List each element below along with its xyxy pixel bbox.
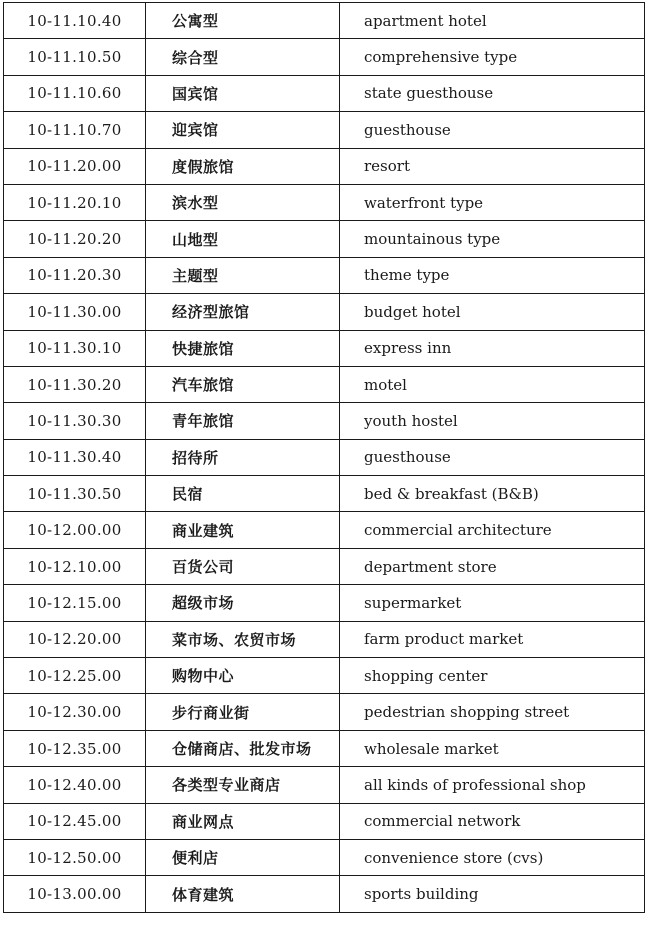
table-row bbox=[4, 476, 645, 512]
term-code: 10-12.15.00 bbox=[4, 585, 146, 621]
term-english: guesthouse bbox=[340, 439, 645, 475]
term-english: convenience store (cvs) bbox=[340, 839, 645, 875]
table-row bbox=[4, 621, 645, 657]
table-row bbox=[4, 839, 645, 875]
terms-table-body bbox=[4, 3, 645, 913]
term-code: 10-12.35.00 bbox=[4, 730, 146, 766]
table-row bbox=[4, 148, 645, 184]
term-chinese: 商业网点 bbox=[146, 803, 340, 839]
term-chinese: 招待所 bbox=[146, 439, 340, 475]
term-english: shopping center bbox=[340, 658, 645, 694]
term-english: all kinds of professional shop bbox=[340, 767, 645, 803]
term-code: 10-11.30.10 bbox=[4, 330, 146, 366]
term-chinese: 步行商业街 bbox=[146, 694, 340, 730]
term-chinese: 便利店 bbox=[146, 839, 340, 875]
table-row bbox=[4, 876, 645, 912]
term-english: bed & breakfast (B&B) bbox=[340, 476, 645, 512]
term-code: 10-11.10.50 bbox=[4, 39, 146, 75]
term-english: state guesthouse bbox=[340, 75, 645, 111]
term-code: 10-11.20.30 bbox=[4, 257, 146, 293]
term-english: budget hotel bbox=[340, 294, 645, 330]
term-code: 10-11.20.20 bbox=[4, 221, 146, 257]
table-row bbox=[4, 330, 645, 366]
table-row bbox=[4, 112, 645, 148]
term-code: 10-11.10.60 bbox=[4, 75, 146, 111]
term-english: motel bbox=[340, 366, 645, 402]
term-chinese: 各类型专业商店 bbox=[146, 767, 340, 803]
term-english: supermarket bbox=[340, 585, 645, 621]
term-chinese: 超级市场 bbox=[146, 585, 340, 621]
term-chinese: 菜市场、农贸市场 bbox=[146, 621, 340, 657]
term-code: 10-11.30.30 bbox=[4, 403, 146, 439]
term-chinese: 民宿 bbox=[146, 476, 340, 512]
term-english: farm product market bbox=[340, 621, 645, 657]
term-english: theme type bbox=[340, 257, 645, 293]
term-english: commercial network bbox=[340, 803, 645, 839]
term-chinese: 综合型 bbox=[146, 39, 340, 75]
term-english: department store bbox=[340, 548, 645, 584]
term-chinese: 公寓型 bbox=[146, 3, 340, 39]
terms-table bbox=[3, 2, 645, 913]
term-chinese: 青年旅馆 bbox=[146, 403, 340, 439]
table-row bbox=[4, 803, 645, 839]
term-code: 10-12.45.00 bbox=[4, 803, 146, 839]
term-code: 10-12.20.00 bbox=[4, 621, 146, 657]
term-chinese: 快捷旅馆 bbox=[146, 330, 340, 366]
table-row bbox=[4, 585, 645, 621]
table-row bbox=[4, 694, 645, 730]
table-row bbox=[4, 257, 645, 293]
term-code: 10-11.30.00 bbox=[4, 294, 146, 330]
term-code: 10-11.10.40 bbox=[4, 3, 146, 39]
term-chinese: 滨水型 bbox=[146, 184, 340, 220]
table-row bbox=[4, 403, 645, 439]
table-row bbox=[4, 548, 645, 584]
term-english: youth hostel bbox=[340, 403, 645, 439]
table-row bbox=[4, 730, 645, 766]
term-code: 10-12.40.00 bbox=[4, 767, 146, 803]
term-code: 10-11.30.20 bbox=[4, 366, 146, 402]
term-chinese: 山地型 bbox=[146, 221, 340, 257]
term-code: 10-12.50.00 bbox=[4, 839, 146, 875]
term-chinese: 迎宾馆 bbox=[146, 112, 340, 148]
term-code: 10-12.30.00 bbox=[4, 694, 146, 730]
table-row bbox=[4, 767, 645, 803]
term-code: 10-11.10.70 bbox=[4, 112, 146, 148]
term-code: 10-12.10.00 bbox=[4, 548, 146, 584]
term-chinese: 商业建筑 bbox=[146, 512, 340, 548]
term-english: guesthouse bbox=[340, 112, 645, 148]
term-chinese: 国宾馆 bbox=[146, 75, 340, 111]
table-row bbox=[4, 39, 645, 75]
term-chinese: 体育建筑 bbox=[146, 876, 340, 912]
term-code: 10-13.00.00 bbox=[4, 876, 146, 912]
term-chinese: 度假旅馆 bbox=[146, 148, 340, 184]
term-code: 10-12.00.00 bbox=[4, 512, 146, 548]
term-english: waterfront type bbox=[340, 184, 645, 220]
term-chinese: 主题型 bbox=[146, 257, 340, 293]
term-chinese: 百货公司 bbox=[146, 548, 340, 584]
term-english: sports building bbox=[340, 876, 645, 912]
term-code: 10-12.25.00 bbox=[4, 658, 146, 694]
table-row bbox=[4, 3, 645, 39]
term-chinese: 汽车旅馆 bbox=[146, 366, 340, 402]
term-code: 10-11.30.50 bbox=[4, 476, 146, 512]
term-code: 10-11.20.00 bbox=[4, 148, 146, 184]
term-chinese: 仓储商店、批发市场 bbox=[146, 730, 340, 766]
term-english: apartment hotel bbox=[340, 3, 645, 39]
term-chinese: 经济型旅馆 bbox=[146, 294, 340, 330]
table-row bbox=[4, 184, 645, 220]
term-english: commercial architecture bbox=[340, 512, 645, 548]
table-row bbox=[4, 439, 645, 475]
term-code: 10-11.20.10 bbox=[4, 184, 146, 220]
term-code: 10-11.30.40 bbox=[4, 439, 146, 475]
table-row bbox=[4, 512, 645, 548]
table-row bbox=[4, 75, 645, 111]
term-english: pedestrian shopping street bbox=[340, 694, 645, 730]
term-english: wholesale market bbox=[340, 730, 645, 766]
term-english: mountainous type bbox=[340, 221, 645, 257]
term-chinese: 购物中心 bbox=[146, 658, 340, 694]
table-row bbox=[4, 294, 645, 330]
table-row bbox=[4, 366, 645, 402]
term-english: resort bbox=[340, 148, 645, 184]
term-english: express inn bbox=[340, 330, 645, 366]
term-english: comprehensive type bbox=[340, 39, 645, 75]
table-row bbox=[4, 658, 645, 694]
table-row bbox=[4, 221, 645, 257]
